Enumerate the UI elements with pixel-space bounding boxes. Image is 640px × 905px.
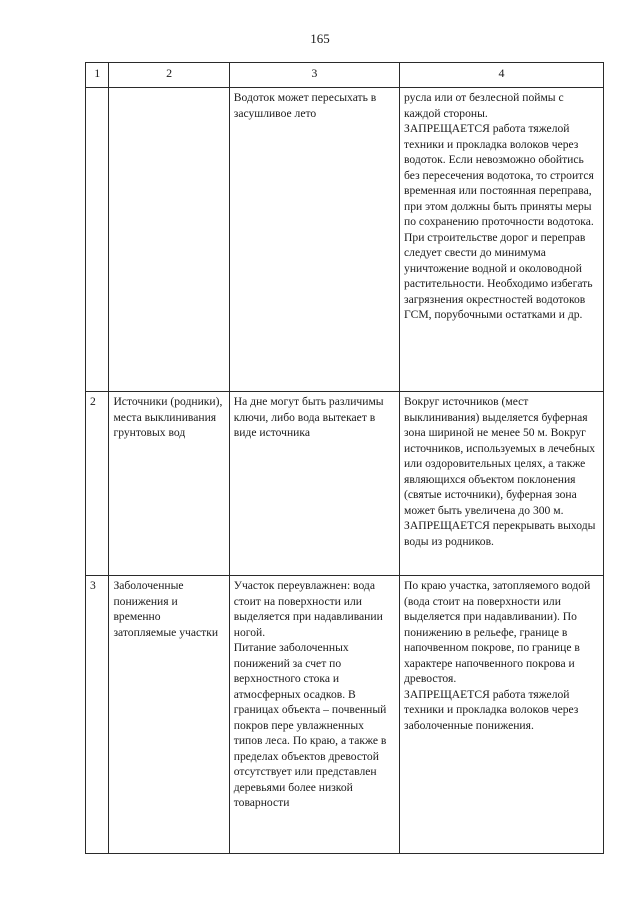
- column-number-header: 2: [109, 63, 229, 88]
- requirements-cell: [400, 392, 604, 576]
- description-cell: [229, 88, 399, 392]
- description-cell: [229, 576, 399, 854]
- row-number-cell: [86, 392, 109, 576]
- object-name: Источники (родники), места выклинивания грунтовых вод: [113, 395, 223, 440]
- requirements-cell: [400, 88, 604, 392]
- object-name: Заболоченные понижения и временно затопляемые участки: [113, 579, 219, 639]
- description-cell: [229, 392, 399, 576]
- requirements-text: По краю участка, затопляемого водой (вода стоит на поверхности или выделяется при надавливании). По понижению в рельефе, границе в напочвенном покрове, по границе в характере напочвенного покрова и древостоя. ЗАПРЕЩАЕТСЯ работа тяжелой техники и прокладка волоков через заболоченные понижения.: [404, 579, 591, 732]
- column-number-header: 4: [400, 63, 604, 88]
- column-number-header: 1: [86, 63, 109, 88]
- object-name-cell: [109, 576, 229, 854]
- column-number-header: 3: [229, 63, 399, 88]
- table-row: [86, 576, 604, 854]
- page-number: 165: [310, 31, 330, 46]
- requirements-text: Вокруг источников (мест выклинивания) выделяется буферная зона шириной не менее 50 м. Вокруг источников, используемых в лечебных или оздоровительных целях, а также являющихся объектом поклонения (святые источники), буферная зона может быть увеличена до 300 м. ЗАПРЕЩАЕТСЯ перекрывать выходы воды из родников.: [404, 395, 596, 548]
- table-header-row: [86, 63, 604, 88]
- row-number-cell: [86, 88, 109, 392]
- table-row: [86, 88, 604, 392]
- description-text: Участок переувлажнен: вода стоит на поверхности или выделяется при надавливании ногой. Питание заболоченных понижений за счет по верхностного стока и атмосферных осадков. В границах объекта – почвенный покров пере увлажненных типов леса. По краю, а также в пределах объектов древостой отсутствует или представлен деревьями более низкой товарности: [233, 579, 387, 810]
- row-number: 2: [90, 395, 96, 408]
- requirements-text: русла или от безлесной поймы с каждой стороны. ЗАПРЕЩАЕТСЯ работа тяжелой техники и прокладка волоков через водоток. Если невозможно обойтись без пересечения водотока, то строится временная или постоянная переправа, при этом должны быть приняты меры по сохранению проточности водотока. При строительстве дорог и переправ следует свести до минимума уничтожение водной и околоводной растительности. Необходимо избегать загрязнения окрестностей водотоков ГСМ, порубочными остатками и др.: [404, 91, 594, 322]
- description-text: На дне могут быть различимы ключи, либо вода вытекает в виде источника: [233, 395, 384, 440]
- object-name-cell: [109, 88, 229, 392]
- document-table: [85, 62, 604, 854]
- table-row: [86, 392, 604, 576]
- description-text: Водоток может пересыхать в засушливое лето: [233, 91, 377, 120]
- row-number: 3: [90, 579, 96, 592]
- object-name-cell: [109, 392, 229, 576]
- row-number-cell: [86, 576, 109, 854]
- requirements-cell: [400, 576, 604, 854]
